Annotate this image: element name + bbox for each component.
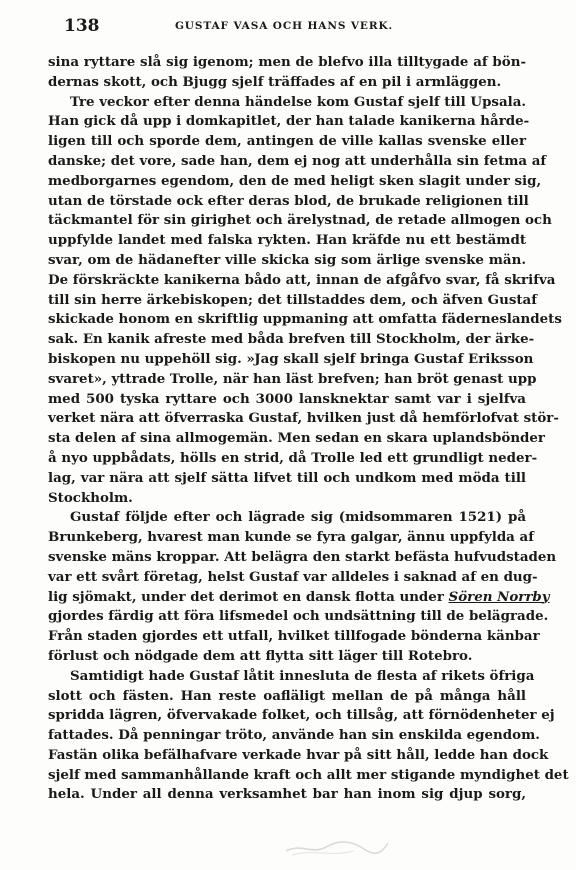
text-line: biskopen nu uppehöll sig. »Jag skall sjelf bringa Gustaf Eriksson [48, 350, 534, 367]
text-line: sta delen af sina allmogemän. Men sedan en skara uplandsbönder [48, 430, 545, 447]
text-line: dernas skott, och Bjugg sjelf träffades af en pil i armläggen. [48, 73, 502, 90]
text-line: slott och fästen. Han reste oafläligt mellan de på många håll [48, 687, 526, 704]
text-line: täckmantel för sin girighet och ärelystnad, de retade allmogen och [48, 212, 552, 229]
text-line: förlust och nödgade dem att flytta sitt läger till Rotebro. [48, 647, 473, 664]
page-number: 138 [64, 16, 100, 36]
text-line: med 500 tyska ryttare och 3000 lansknektar samt var i sjelfva [48, 390, 526, 407]
paragraph [48, 508, 557, 666]
text-line: sak. En kanik afreste med båda brefven till Stockholm, der ärke- [48, 331, 535, 348]
text-line: lig sjömakt, under det derimot en dansk flotta under Sören Norrby [48, 588, 550, 605]
text-line: Tre veckor efter denna händelse kom Gustaf sjelf till Upsala. [70, 93, 527, 110]
text-line: hela. Under all denna verksamhet bar han inom sig djup sorg, [48, 786, 526, 803]
text-line: till sin herre ärkebiskopen; det tillstaddes dem, och äfven Gustaf [48, 291, 537, 308]
text-line: uppfylde landet med falska rykten. Han kräfde nu ett bestämdt [48, 232, 526, 249]
text-line: fattades. Då penningar tröto, använde han sin enskilda egendom. [48, 727, 540, 744]
text-line: svenske mäns kroppar. Att belägra den starkt befästa hufvudstaden [48, 548, 557, 565]
text-line: svar, om de hädanefter ville skicka sig som ärlige svenske män. [48, 251, 526, 268]
text-line: Han gick då upp i domkapitlet, der han talade kanikerna hårde- [48, 113, 530, 130]
text-line: medborgarnes egendom, den de med heligt sken slagit under sig, [48, 172, 542, 189]
library-stamp-mark [282, 833, 392, 859]
page-header [44, 16, 524, 38]
text-line: å nyo uppbådats, hölls en strid, då Trolle led ett grundligt neder- [48, 449, 538, 466]
text-line: sjelf med sammanhållande kraft och allt mer stigande myndighet det [48, 766, 569, 783]
text-line: ligen till och sporde dem, antingen de ville kallas svenske eller [48, 133, 526, 150]
body-text [48, 53, 569, 805]
text-line: svaret», yttrade Trolle, när han läst brefven; han bröt genast upp [48, 370, 537, 387]
text-line: De förskräckte kanikerna bådo att, innan de afgåfvo svar, få skrifva [48, 271, 556, 288]
paragraph [48, 53, 526, 93]
running-title: GUSTAF VASA OCH HANS VERK. [174, 20, 394, 32]
text-line: var ett svårt företag, helst Gustaf var alldeles i saknad af en dug- [48, 568, 538, 585]
text-line: verket nära att öfverraska Gustaf, hvilken just då hemförlofvat stör- [48, 410, 559, 427]
text-line: lag, var nära att sjelf sätta lifvet till och undkom med möda till [48, 469, 526, 486]
text-line: Från staden gjordes ett utfall, hvilket tillfogade bönderna känbar [48, 628, 540, 645]
text-line: utan de törstade ock efter deras blod, de brukade religionen till [48, 192, 529, 209]
paragraph [48, 93, 562, 509]
text-line: sina ryttare slå sig igenom; men de blefvo illa tilltygade af bön- [48, 54, 526, 70]
text-line: skickade honom en skriftlig uppmaning att omfatta fäderneslandets [48, 311, 562, 328]
text-line: danske; det vore, sade han, dem ej nog att underhålla sin fetma af [48, 152, 547, 169]
paragraph [48, 667, 569, 806]
text-line: Fastän olika befälhafvare verkade hvar på sitt håll, ledde han dock [48, 746, 549, 763]
italic-name: Sören Norrby [448, 588, 550, 605]
text-line: Stockholm. [48, 489, 133, 506]
text-line: Gustaf följde efter och lägrade sig (midsommaren 1521) på [70, 509, 526, 526]
text-line: spridda lägren, öfvervakade folket, och tillsåg, att förnödenheter ej [48, 707, 555, 724]
text-line: gjordes färdig att föra lifsmedel och undsättning till de belägrade. [48, 608, 549, 625]
text-line: Samtidigt hade Gustaf låtit innesluta de flesta af rikets öfriga [70, 667, 535, 684]
text-line: Brunkeberg, hvarest man kunde se fyra galgar, ännu uppfylda af [48, 529, 534, 546]
